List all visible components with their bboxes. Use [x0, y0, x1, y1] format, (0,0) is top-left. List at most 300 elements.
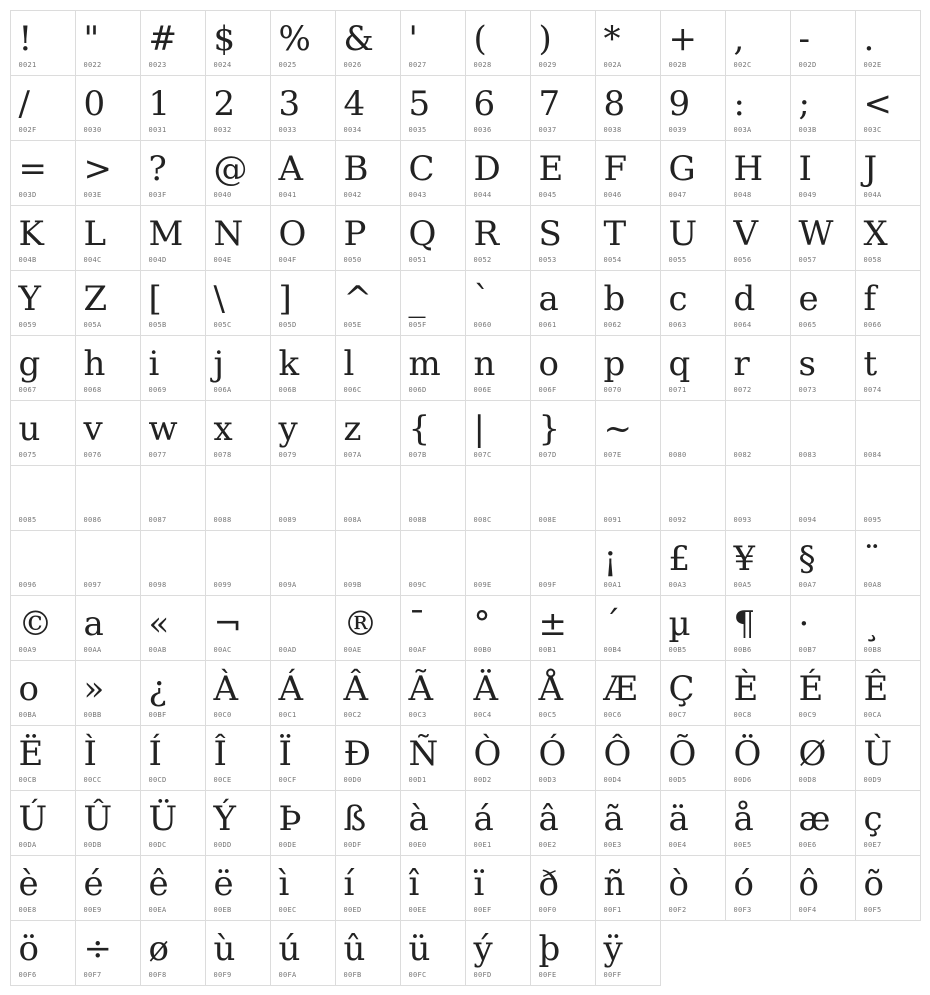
glyph-char: 4: [343, 83, 366, 124]
glyph-cell: [140, 465, 206, 531]
glyph-cell: [855, 465, 921, 531]
glyph-cell: [10, 530, 76, 596]
glyph-cell: [400, 205, 466, 271]
glyph-cell: [595, 270, 661, 336]
glyph-codepoint: 00EC: [278, 905, 297, 914]
glyph-codepoint: 00FD: [473, 970, 492, 979]
glyph-codepoint: 0057: [798, 255, 817, 264]
glyph-char: ê: [148, 863, 169, 904]
glyph-codepoint: 006E: [473, 385, 492, 394]
glyph-char: ñ: [603, 863, 626, 904]
glyph-cell: [270, 855, 336, 921]
glyph-char: o: [538, 343, 559, 384]
glyph-codepoint: 005A: [83, 320, 102, 329]
glyph-char: é: [83, 863, 104, 904]
glyph-codepoint: 00C4: [473, 710, 492, 719]
glyph-char: :: [733, 83, 745, 124]
glyph-codepoint: 0025: [278, 60, 297, 69]
glyph-cell: [270, 725, 336, 791]
glyph-cell: [790, 270, 856, 336]
glyph-char: ¿: [148, 668, 167, 709]
glyph-char: J: [863, 148, 878, 189]
glyph-codepoint: 00DD: [213, 840, 232, 849]
glyph-cell: [205, 335, 271, 401]
glyph-cell: [75, 530, 141, 596]
glyph-cell: [725, 75, 791, 141]
glyph-char: µ: [668, 603, 691, 644]
glyph-char: x: [213, 408, 233, 449]
glyph-codepoint: 00DB: [83, 840, 102, 849]
glyph-char: &: [343, 18, 374, 59]
glyph-cell: [725, 140, 791, 206]
glyph-char: a: [538, 278, 559, 319]
glyph-codepoint: 0099: [213, 580, 232, 589]
glyph-cell: [725, 205, 791, 271]
glyph-codepoint: 0031: [148, 125, 167, 134]
glyph-char: ü: [408, 928, 431, 969]
glyph-cell: [10, 75, 76, 141]
glyph-codepoint: 009F: [538, 580, 557, 589]
glyph-char: Ô: [603, 733, 632, 774]
glyph-char: î: [408, 863, 420, 904]
glyph-cell: [270, 140, 336, 206]
glyph-char: l: [343, 343, 355, 384]
glyph-codepoint: 0073: [798, 385, 817, 394]
glyph-cell: [595, 595, 661, 661]
glyph-cell: [140, 660, 206, 726]
glyph-cell: [205, 530, 271, 596]
glyph-codepoint: 0077: [148, 450, 167, 459]
glyph-codepoint: 0087: [148, 515, 167, 524]
glyph-codepoint: 007C: [473, 450, 492, 459]
glyph-cell: [400, 660, 466, 726]
glyph-codepoint: 009A: [278, 580, 297, 589]
glyph-cell: [205, 595, 271, 661]
glyph-cell: [660, 790, 726, 856]
glyph-char: p: [603, 343, 626, 384]
glyph-cell: [530, 595, 596, 661]
glyph-codepoint: 0095: [863, 515, 882, 524]
glyph-cell: [10, 920, 76, 986]
glyph-codepoint: 008B: [408, 515, 427, 524]
glyph-codepoint: 0069: [148, 385, 167, 394]
glyph-char: ´: [603, 603, 621, 644]
glyph-cell: [140, 335, 206, 401]
glyph-cell: [855, 530, 921, 596]
glyph-cell: [660, 270, 726, 336]
glyph-codepoint: 00DE: [278, 840, 297, 849]
glyph-cell: [10, 140, 76, 206]
glyph-char: ö: [18, 928, 39, 969]
glyph-cell: [10, 725, 76, 791]
glyph-codepoint: 0051: [408, 255, 427, 264]
glyph-char: ^: [343, 278, 372, 319]
glyph-codepoint: 0064: [733, 320, 752, 329]
glyph-codepoint: 00B4: [603, 645, 622, 654]
glyph-cell: [10, 855, 76, 921]
glyph-char: É: [798, 668, 824, 709]
glyph-cell: [140, 725, 206, 791]
glyph-codepoint: 0096: [18, 580, 37, 589]
glyph-char: >: [83, 148, 112, 189]
glyph-cell: [400, 400, 466, 466]
glyph-char: `: [473, 278, 491, 319]
glyph-cell: [400, 465, 466, 531]
glyph-char: ~: [603, 408, 632, 449]
glyph-cell: [270, 335, 336, 401]
glyph-cell: [140, 10, 206, 76]
glyph-char: i: [148, 343, 160, 384]
glyph-char: á: [473, 798, 494, 839]
glyph-cell: [75, 205, 141, 271]
glyph-codepoint: 00C3: [408, 710, 427, 719]
glyph-codepoint: 0044: [473, 190, 492, 199]
glyph-cell: [855, 595, 921, 661]
glyph-codepoint: 0065: [798, 320, 817, 329]
glyph-codepoint: 008A: [343, 515, 362, 524]
glyph-cell: [725, 725, 791, 791]
glyph-cell: [595, 140, 661, 206]
glyph-cell: [530, 530, 596, 596]
glyph-char: Î: [213, 733, 227, 774]
glyph-char: /: [18, 83, 30, 124]
glyph-codepoint: 00E2: [538, 840, 557, 849]
glyph-cell: [270, 660, 336, 726]
glyph-codepoint: 006B: [278, 385, 297, 394]
glyph-char: ·: [798, 603, 810, 644]
glyph-cell: [660, 10, 726, 76]
glyph-codepoint: 00C0: [213, 710, 232, 719]
glyph-codepoint: 004B: [18, 255, 37, 264]
glyph-char: Ä: [473, 668, 499, 709]
glyph-codepoint: 00F8: [148, 970, 167, 979]
glyph-codepoint: 0074: [863, 385, 882, 394]
glyph-char: S: [538, 213, 562, 254]
glyph-char: Ø: [798, 733, 827, 774]
glyph-char: ð: [538, 863, 559, 904]
glyph-char: Ò: [473, 733, 502, 774]
glyph-cell: [75, 855, 141, 921]
glyph-codepoint: 00D6: [733, 775, 752, 784]
glyph-cell: [10, 595, 76, 661]
glyph-cell: [660, 595, 726, 661]
glyph-char: è: [18, 863, 39, 904]
glyph-char: þ: [538, 928, 561, 969]
glyph-char: U: [668, 213, 698, 254]
glyph-char: T: [603, 213, 627, 254]
glyph-codepoint: 0027: [408, 60, 427, 69]
glyph-cell: [335, 790, 401, 856]
glyph-cell: [595, 790, 661, 856]
glyph-codepoint: 007A: [343, 450, 362, 459]
glyph-codepoint: 0058: [863, 255, 882, 264]
glyph-char: 8: [603, 83, 626, 124]
glyph-char: ÷: [83, 928, 112, 969]
glyph-codepoint: 00E9: [83, 905, 102, 914]
glyph-codepoint: 0082: [733, 450, 752, 459]
glyph-cell: [465, 465, 531, 531]
glyph-codepoint: 0038: [603, 125, 622, 134]
glyph-cell: [790, 660, 856, 726]
glyph-char: V: [733, 213, 759, 254]
glyph-char: Ã: [408, 668, 434, 709]
glyph-char: 1: [148, 83, 171, 124]
glyph-codepoint: 0063: [668, 320, 687, 329]
glyph-cell: [790, 855, 856, 921]
glyph-char: ú: [278, 928, 301, 969]
glyph-char: »: [83, 668, 105, 709]
glyph-cell: [140, 790, 206, 856]
glyph-cell: [10, 465, 76, 531]
glyph-char: Æ: [603, 668, 638, 709]
glyph-codepoint: 00A9: [18, 645, 37, 654]
glyph-char: Ý: [213, 798, 236, 839]
glyph-char: I: [798, 148, 812, 189]
glyph-char: C: [408, 148, 435, 189]
glyph-char: ¥: [733, 538, 756, 579]
glyph-codepoint: 0059: [18, 320, 37, 329]
glyph-cell: [790, 725, 856, 791]
glyph-codepoint: 0094: [798, 515, 817, 524]
glyph-codepoint: 006D: [408, 385, 427, 394]
glyph-codepoint: 00A5: [733, 580, 752, 589]
glyph-cell: [400, 75, 466, 141]
glyph-cell: [725, 400, 791, 466]
glyph-cell: [790, 465, 856, 531]
glyph-cell: [75, 270, 141, 336]
glyph-codepoint: 004A: [863, 190, 882, 199]
glyph-char: |: [473, 408, 485, 449]
glyph-cell: [75, 660, 141, 726]
glyph-char: Đ: [343, 733, 371, 774]
glyph-cell: [10, 790, 76, 856]
glyph-codepoint: 008E: [538, 515, 557, 524]
glyph-codepoint: 00E8: [18, 905, 37, 914]
glyph-cell: [790, 10, 856, 76]
glyph-cell: [335, 855, 401, 921]
glyph-char: ±: [538, 603, 567, 644]
glyph-codepoint: 0079: [278, 450, 297, 459]
glyph-char: F: [603, 148, 628, 189]
glyph-codepoint: 00EE: [408, 905, 427, 914]
glyph-char: R: [473, 213, 500, 254]
glyph-char: Á: [278, 668, 304, 709]
glyph-codepoint: 00C7: [668, 710, 687, 719]
glyph-codepoint: 00C6: [603, 710, 622, 719]
glyph-codepoint: 002A: [603, 60, 622, 69]
glyph-char: Ö: [733, 733, 762, 774]
glyph-char: Y: [18, 278, 41, 319]
glyph-char: ô: [798, 863, 819, 904]
glyph-cell: [790, 335, 856, 401]
glyph-codepoint: 00AB: [148, 645, 167, 654]
glyph-codepoint: 0029: [538, 60, 557, 69]
glyph-cell: [335, 595, 401, 661]
glyph-cell: [465, 140, 531, 206]
glyph-cell: [790, 400, 856, 466]
glyph-char: ù: [213, 928, 236, 969]
glyph-codepoint: 00E5: [733, 840, 752, 849]
glyph-char: .: [863, 18, 875, 59]
glyph-char: A: [278, 148, 304, 189]
glyph-codepoint: 00BA: [18, 710, 37, 719]
glyph-char: å: [733, 798, 754, 839]
glyph-cell: [465, 725, 531, 791]
glyph-codepoint: 002C: [733, 60, 752, 69]
glyph-cell: [660, 400, 726, 466]
glyph-codepoint: 0047: [668, 190, 687, 199]
glyph-cell: [140, 140, 206, 206]
glyph-char: Q: [408, 213, 437, 254]
glyph-char: b: [603, 278, 626, 319]
glyph-cell: [595, 855, 661, 921]
glyph-cell: [790, 530, 856, 596]
glyph-cell: [205, 400, 271, 466]
glyph-char: Ë: [18, 733, 44, 774]
glyph-codepoint: 00DC: [148, 840, 167, 849]
glyph-codepoint: 00FC: [408, 970, 427, 979]
glyph-codepoint: 00DF: [343, 840, 362, 849]
glyph-char: t: [863, 343, 878, 384]
glyph-char: ò: [668, 863, 689, 904]
glyph-char: {: [408, 408, 431, 449]
glyph-char: f: [863, 278, 877, 319]
glyph-codepoint: 00C9: [798, 710, 817, 719]
glyph-char: K: [18, 213, 44, 254]
glyph-codepoint: 00A8: [863, 580, 882, 589]
glyph-char: <: [863, 83, 892, 124]
glyph-codepoint: 00DA: [18, 840, 37, 849]
glyph-cell: [725, 855, 791, 921]
glyph-codepoint: 0040: [213, 190, 232, 199]
glyph-codepoint: 00B6: [733, 645, 752, 654]
glyph-cell: [270, 10, 336, 76]
glyph-codepoint: 00B0: [473, 645, 492, 654]
glyph-cell: [400, 530, 466, 596]
glyph-codepoint: 0043: [408, 190, 427, 199]
glyph-codepoint: 003C: [863, 125, 882, 134]
glyph-char: õ: [863, 863, 884, 904]
glyph-cell: [660, 855, 726, 921]
glyph-codepoint: 0054: [603, 255, 622, 264]
glyph-cell: [75, 10, 141, 76]
glyph-codepoint: 0098: [148, 580, 167, 589]
glyph-cell: [335, 335, 401, 401]
glyph-char: Õ: [668, 733, 697, 774]
glyph-char: Ó: [538, 733, 567, 774]
glyph-codepoint: 00E3: [603, 840, 622, 849]
glyph-grid: [10, 10, 920, 985]
glyph-char: #: [148, 18, 177, 59]
glyph-char: Þ: [278, 798, 302, 839]
glyph-char: d: [733, 278, 756, 319]
glyph-cell: [595, 10, 661, 76]
glyph-char: 0: [83, 83, 106, 124]
glyph-cell: [335, 725, 401, 791]
glyph-cell: [205, 140, 271, 206]
glyph-cell: [140, 205, 206, 271]
glyph-codepoint: 0097: [83, 580, 102, 589]
glyph-codepoint: 0037: [538, 125, 557, 134]
glyph-cell: [400, 725, 466, 791]
glyph-cell: [725, 335, 791, 401]
glyph-codepoint: 00FF: [603, 970, 622, 979]
glyph-codepoint: 0056: [733, 255, 752, 264]
glyph-cell: [75, 725, 141, 791]
glyph-codepoint: 00F2: [668, 905, 687, 914]
glyph-cell: [205, 790, 271, 856]
glyph-codepoint: 00CC: [83, 775, 102, 784]
glyph-char: Ú: [18, 798, 48, 839]
glyph-codepoint: 00B1: [538, 645, 557, 654]
glyph-char: B: [343, 148, 369, 189]
glyph-codepoint: 00B8: [863, 645, 882, 654]
glyph-char: O: [278, 213, 307, 254]
glyph-cell: [465, 205, 531, 271]
glyph-char: Í: [148, 733, 162, 774]
glyph-cell: [400, 855, 466, 921]
glyph-codepoint: 0088: [213, 515, 232, 524]
glyph-char: ¬: [213, 603, 242, 644]
glyph-cell: [270, 75, 336, 141]
glyph-codepoint: 00EF: [473, 905, 492, 914]
glyph-char: Ç: [668, 668, 695, 709]
glyph-char: ¨: [863, 538, 881, 579]
glyph-codepoint: 005E: [343, 320, 362, 329]
glyph-codepoint: 00F3: [733, 905, 752, 914]
glyph-char: g: [18, 343, 41, 384]
glyph-cell: [595, 335, 661, 401]
glyph-char: L: [83, 213, 107, 254]
glyph-char: ì: [278, 863, 290, 904]
glyph-codepoint: 0039: [668, 125, 687, 134]
glyph-codepoint: 00C1: [278, 710, 297, 719]
glyph-cell: [465, 75, 531, 141]
glyph-cell: [205, 205, 271, 271]
glyph-codepoint: 00C2: [343, 710, 362, 719]
glyph-char: ;: [798, 83, 810, 124]
glyph-char: ó: [733, 863, 754, 904]
glyph-codepoint: 0022: [83, 60, 102, 69]
glyph-char: ø: [148, 928, 169, 969]
glyph-char: X: [863, 213, 888, 254]
glyph-codepoint: 0086: [83, 515, 102, 524]
glyph-codepoint: 0067: [18, 385, 37, 394]
glyph-codepoint: 0066: [863, 320, 882, 329]
glyph-codepoint: 0071: [668, 385, 687, 394]
glyph-cell: [595, 465, 661, 531]
glyph-cell: [10, 400, 76, 466]
glyph-char: W: [798, 213, 834, 254]
glyph-cell: [530, 660, 596, 726]
glyph-codepoint: 00D2: [473, 775, 492, 784]
glyph-codepoint: 0024: [213, 60, 232, 69]
glyph-cell: [205, 660, 271, 726]
glyph-cell: [660, 530, 726, 596]
glyph-cell: [530, 855, 596, 921]
glyph-cell: [335, 465, 401, 531]
glyph-codepoint: 00E0: [408, 840, 427, 849]
glyph-cell: [465, 595, 531, 661]
glyph-cell: [530, 790, 596, 856]
glyph-codepoint: 0052: [473, 255, 492, 264]
glyph-cell: [205, 855, 271, 921]
glyph-codepoint: 0072: [733, 385, 752, 394]
glyph-codepoint: 0036: [473, 125, 492, 134]
glyph-codepoint: 00F6: [18, 970, 37, 979]
glyph-char: v: [83, 408, 103, 449]
glyph-char: 9: [668, 83, 691, 124]
